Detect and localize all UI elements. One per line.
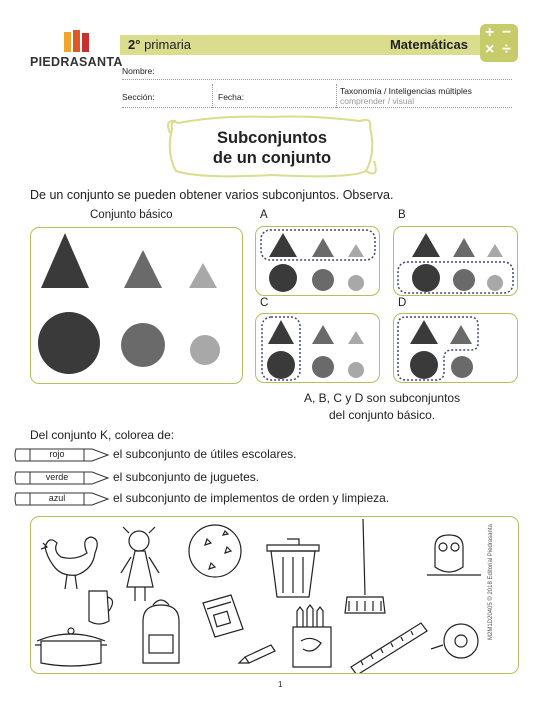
subset-d-panel xyxy=(393,313,518,383)
activity-row-text: el subconjunto de implementos de orden y limpieza. xyxy=(113,491,390,505)
trash-can-icon xyxy=(267,539,319,597)
subset-b-label: B xyxy=(398,209,406,221)
doll-icon xyxy=(121,527,159,601)
activity-instruction: Del conjunto K, colorea de: xyxy=(30,428,175,442)
triangle-large xyxy=(41,233,89,288)
jug-icon xyxy=(89,591,113,624)
subsets-caption-line2: del conjunto básico. xyxy=(329,408,436,422)
circle-medium xyxy=(121,323,165,367)
tape-measure-icon xyxy=(431,624,478,658)
subset-a-panel xyxy=(255,226,380,296)
publisher-name: PIEDRASANTA xyxy=(30,55,123,69)
circle-small xyxy=(190,335,220,365)
owl-icon xyxy=(427,535,481,575)
subset-b-panel xyxy=(393,226,518,296)
pencil-icon xyxy=(239,645,275,663)
backpack-icon xyxy=(143,600,179,663)
crayon-box-icon xyxy=(293,605,331,667)
side-code: M2M1D20405 © 2018 Editorial Piedrasanta xyxy=(488,524,494,640)
triangle-medium xyxy=(124,250,162,288)
subset-c-panel xyxy=(255,313,380,383)
date-label: Fecha: xyxy=(218,92,244,102)
grade-label: 2° primaria xyxy=(128,37,192,52)
rooster-icon xyxy=(41,537,97,589)
basic-set-label: Conjunto básico xyxy=(90,209,173,221)
subsets-caption-line1: A, B, C y D son subconjuntos xyxy=(304,391,461,405)
set-k-panel xyxy=(30,516,519,674)
section-label: Sección: xyxy=(122,92,155,102)
subset-c-label: C xyxy=(260,297,269,309)
broom-icon xyxy=(345,519,385,613)
crayon-blue xyxy=(14,490,110,508)
crayon-red xyxy=(14,446,110,464)
crayon-label: verde xyxy=(45,472,69,482)
subset-d-label: D xyxy=(398,297,407,309)
math-operations-icon: + − × ÷ xyxy=(480,24,518,62)
intro-text: De un conjunto se pueden obtener varios subconjuntos. Observa. xyxy=(30,188,394,202)
name-field[interactable] xyxy=(122,66,512,80)
page-number: 1 xyxy=(278,680,283,689)
page-title: Subconjuntos de un conjunto xyxy=(212,129,332,167)
header-bar xyxy=(120,35,512,55)
divider xyxy=(212,84,213,108)
taxonomy-values: comprender / visual xyxy=(340,96,415,106)
basic-set-panel xyxy=(30,227,243,384)
form-bottom-line xyxy=(122,107,512,108)
crayon-green xyxy=(14,469,110,487)
subset-a-label: A xyxy=(260,209,268,221)
triangle-small xyxy=(189,263,217,288)
book-icon xyxy=(203,595,243,637)
name-label: Nombre: xyxy=(122,66,155,76)
activity-row-text: el subconjunto de juguetes. xyxy=(113,470,260,484)
subject-label: Matemáticas xyxy=(389,37,468,52)
pot-icon xyxy=(35,628,107,666)
activity-row-text: el subconjunto de útiles escolares. xyxy=(113,447,297,461)
crayon-label: rojo xyxy=(49,449,65,459)
circle-large xyxy=(38,312,100,374)
taxonomy-label: Taxonomía / Inteligencias múltiples xyxy=(340,86,472,96)
ball-icon xyxy=(189,525,241,577)
ruler-icon xyxy=(351,623,427,673)
divider xyxy=(336,84,337,108)
crayon-label: azul xyxy=(48,493,66,503)
publisher-logo-icon xyxy=(64,30,90,52)
